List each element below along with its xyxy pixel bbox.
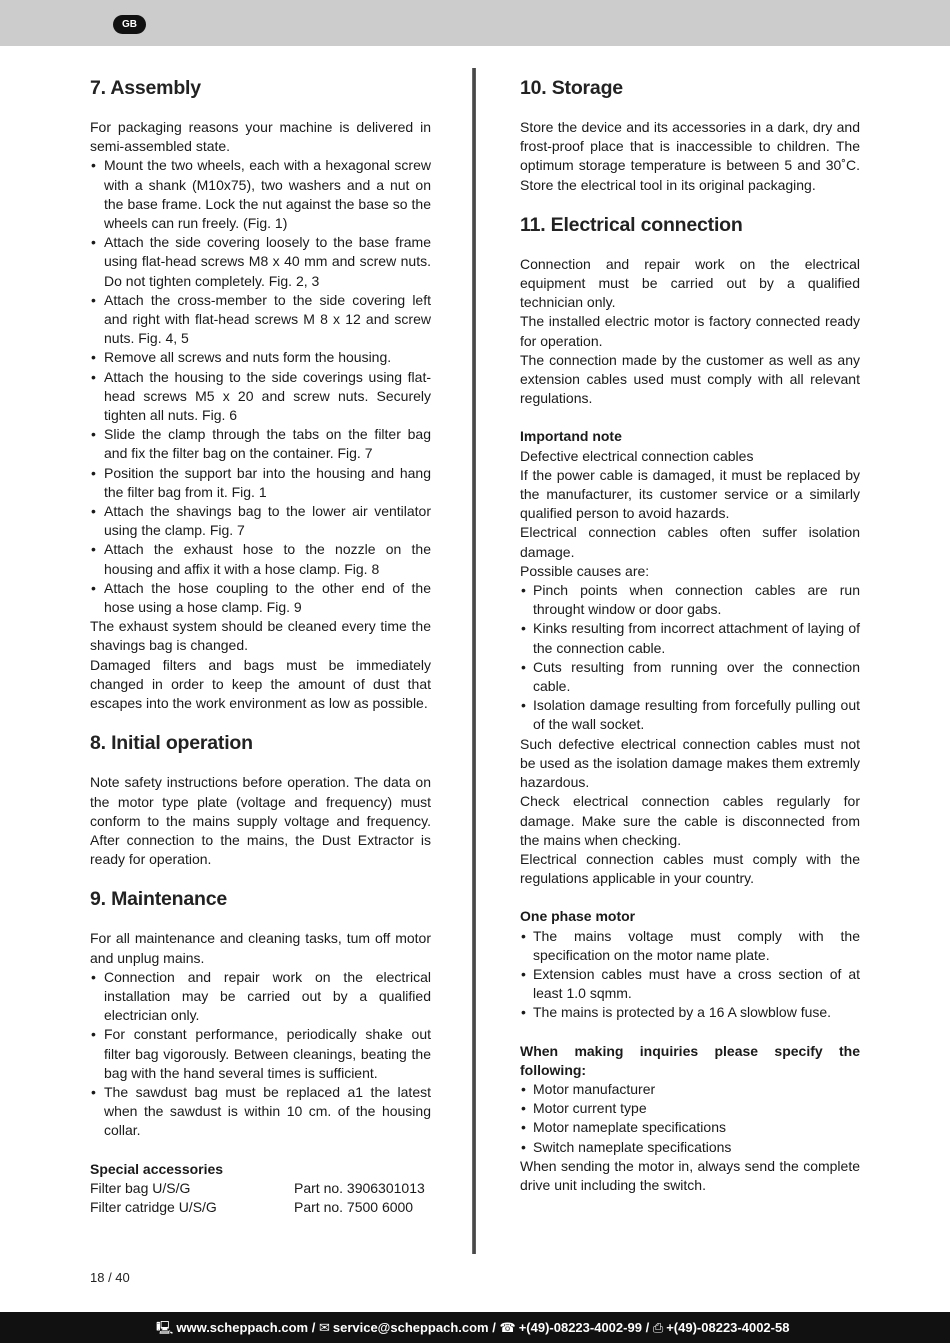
list-item: • Motor current type <box>520 1099 860 1118</box>
column-divider <box>472 68 476 1254</box>
inquiry-title: When making inquiries please specify the following: <box>520 1042 860 1078</box>
page-number: 18 / 40 <box>90 1270 130 1285</box>
phone-icon: ☎ <box>499 1320 516 1335</box>
note-paragraph: Electrical connection cables must comply with the regulations applicable in your country. <box>520 850 860 887</box>
list-item: • Attach the housing to the side coverings using flat-head screws M5 x 20 and screw nuts. Securely tighten all nuts. Fig. 6 <box>90 368 431 426</box>
separator: / <box>645 1320 650 1335</box>
storage-text: Store the device and its accessories in a dark, dry and frost-proof place that is inaccessible to children. The optimum storage temperature is between 5 and 30˚C. Store the electrical tool in its original packaging. <box>520 119 860 193</box>
assembly-note: Damaged filters and bags must be immediately changed in order to keep the amount of dust that escapes into the work environment as low as possible. <box>90 656 431 712</box>
list-item: • Position the support bar into the housing and hang the filter bag from it. Fig. 1 <box>90 464 431 502</box>
electrical-paragraph: The installed electric motor is factory connected ready for operation. <box>520 313 860 349</box>
accessory-row <box>90 1198 431 1217</box>
list-item: • Attach the side covering loosely to the base frame using flat-head screws M8 x 40 mm and screw nuts. Do not tighten completely. Fig. 2, 3 <box>90 233 431 291</box>
assembly-intro: For packaging reasons your machine is delivered in semi-assembled state. <box>90 119 431 155</box>
list-item: • Remove all screws and nuts form the housing. <box>90 348 431 367</box>
fax-icon: ⎙ <box>652 1320 664 1335</box>
maintenance-list <box>90 968 431 1141</box>
footer-contact <box>156 1312 789 1343</box>
list-item: • Extension cables must have a cross section of at least 1.0 sqmm. <box>520 965 860 1003</box>
list-item: • Pinch points when connection cables are run throught window or door gabs. <box>520 581 860 619</box>
note-paragraph: Electrical connection cables often suffer isolation damage. <box>520 524 860 560</box>
assembly-note: The exhaust system should be cleaned every time the shavings bag is changed. <box>90 618 431 654</box>
inquiry-list <box>520 1080 860 1157</box>
accessory-name: Filter catridge U/S/G <box>90 1198 217 1215</box>
accessory-part: Part no. 7500 6000 <box>294 1198 414 1215</box>
important-note-title: Importand note <box>520 428 622 445</box>
list-item: • Attach the hose coupling to the other end of the hose using a hose clamp. Fig. 9 <box>90 579 431 617</box>
list-item: • For constant performance, periodically shake out filter bag vigorously. Between cleanings, beating the bag with the hand several times is sufficient. <box>90 1025 431 1083</box>
phone-number: +(49)-08223-4002-99 <box>518 1320 642 1335</box>
one-phase-motor-title: One phase motor <box>520 908 636 925</box>
computer-icon: 🖳 <box>156 1320 174 1335</box>
top-bar <box>0 0 950 46</box>
note-paragraph: Check electrical connection cables regularly for damage. Make sure the cable is disconnected from the mains when checking. <box>520 793 860 848</box>
note-paragraph: Such defective electrical connection cables must not be used as the isolation damage makes them extremly hazardous. <box>520 735 860 791</box>
list-item: • Slide the clamp through the tabs on the filter bag and fix the filter bag on the container. Fig. 7 <box>90 425 431 463</box>
electrical-paragraph: The connection made by the customer as well as any extension cables used must comply with all relevant regulations. <box>520 351 860 407</box>
accessory-row <box>90 1179 431 1198</box>
list-item: • The sawdust bag must be replaced a1 the latest when the sawdust is within 10 cm. of the housing collar. <box>90 1083 431 1141</box>
section-title-maintenance: 9. Maintenance <box>90 888 227 911</box>
list-item: • Attach the exhaust hose to the nozzle on the housing and affix it with a hose clamp. Fig. 8 <box>90 540 431 578</box>
list-item: • The mains voltage must comply with the specification on the motor name plate. <box>520 927 860 965</box>
left-column <box>90 74 431 1217</box>
special-accessories-title: Special accessories <box>90 1160 224 1177</box>
list-item: • Connection and repair work on the electrical installation may be carried out by a qualified electrician only. <box>90 968 431 1026</box>
maintenance-intro: For all maintenance and cleaning tasks, tum off motor and unplug mains. <box>90 930 431 966</box>
separator: / <box>311 1320 316 1335</box>
note-paragraph: Defective electrical connection cables <box>520 447 754 464</box>
list-item: • Switch nameplate specifications <box>520 1138 860 1157</box>
causes-list <box>520 581 860 735</box>
one-phase-list <box>520 927 860 1023</box>
email-link[interactable]: service@scheppach.com <box>332 1320 489 1335</box>
assembly-list <box>90 156 431 617</box>
initial-operation-text: Note safety instructions before operation. The data on the motor type plate (voltage and frequency) must conform to the mains supply voltage and frequency. After connection to the mains, the Dust Extractor is ready for operation. <box>90 774 431 868</box>
list-item: • Motor nameplate specifications <box>520 1118 860 1137</box>
closing-paragraph: When sending the motor in, always send the complete drive unit including the switch. <box>520 1157 860 1193</box>
mail-icon: ✉ <box>318 1320 330 1335</box>
right-column <box>520 74 860 1195</box>
section-title-storage: 10. Storage <box>520 77 623 99</box>
section-title-electrical-connection: 11. Electrical connection <box>520 213 743 236</box>
separator: / <box>492 1320 496 1335</box>
list-item: • Isolation damage resulting from forcefully pulling out of the wall socket. <box>520 696 860 734</box>
section-title-initial-operation: 8. Initial operation <box>90 732 253 755</box>
note-paragraph: If the power cable is damaged, it must be replaced by the manufacturer, its customer service or a similarly qualified person to avoid hazards. <box>520 466 860 522</box>
website-link[interactable]: www.scheppach.com <box>176 1320 309 1335</box>
list-item: • Cuts resulting from running over the connection cable. <box>520 658 860 696</box>
footer-bar <box>0 1312 950 1343</box>
list-item: • Attach the shavings bag to the lower air ventilator using the clamp. Fig. 7 <box>90 502 431 540</box>
list-item: • Attach the cross-member to the side covering left and right with flat-head screws M 8 x 12 and screw nuts. Fig. 4, 5 <box>90 291 431 349</box>
language-badge: GB <box>113 15 146 34</box>
note-paragraph: Possible causes are: <box>520 562 650 579</box>
accessory-name: Filter bag U/S/G <box>90 1179 191 1196</box>
electrical-paragraph: Connection and repair work on the electrical equipment must be carried out by a qualified technician only. <box>520 255 860 311</box>
list-item: • Mount the two wheels, each with a hexagonal screw with a shank (M10x75), two washers and a nut on the base frame. Lock the nut against the base so the wheels can run freely. (Fig. 1) <box>90 156 431 233</box>
list-item: • Kinks resulting from incorrect attachment of laying of the connection cable. <box>520 619 860 657</box>
list-item: • Motor manufacturer <box>520 1080 860 1099</box>
accessory-part: Part no. 3906301013 <box>294 1179 425 1196</box>
list-item: • The mains is protected by a 16 A slowblow fuse. <box>520 1003 860 1022</box>
fax-number: +(49)-08223-4002-58 <box>666 1320 790 1335</box>
section-title-assembly: 7. Assembly <box>90 77 201 99</box>
